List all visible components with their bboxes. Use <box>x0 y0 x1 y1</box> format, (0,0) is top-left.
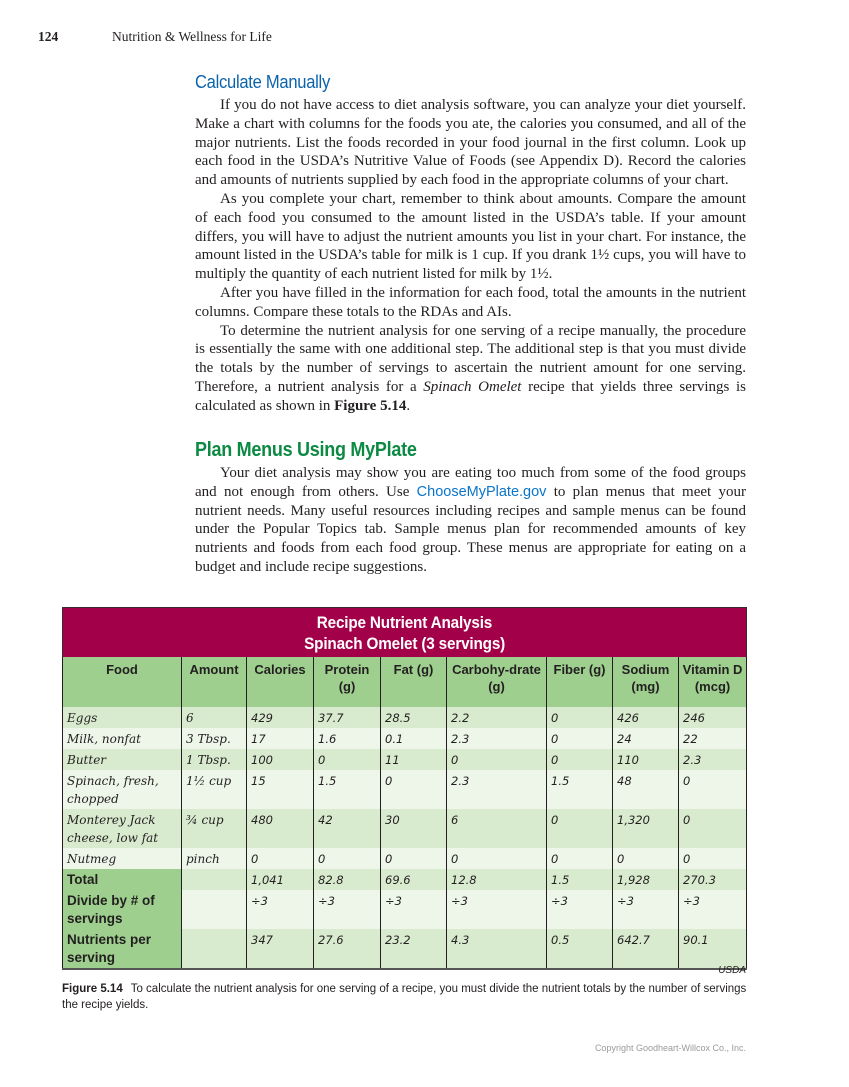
cell-calories: 15 <box>247 770 314 809</box>
figure-caption <box>62 981 752 1013</box>
cell-vitamin-d: 2.3 <box>679 749 747 770</box>
section-body-plan-menus <box>195 464 746 577</box>
cell-fat: ÷3 <box>381 890 447 929</box>
cell-amount: pinch <box>182 848 247 869</box>
table-row <box>63 728 747 749</box>
cell-amount: 6 <box>182 707 247 728</box>
cell-amount <box>182 890 247 929</box>
column-header-vitamin-d: Vitamin D (mcg) <box>679 657 747 707</box>
cell-fiber: 1.5 <box>547 869 613 890</box>
cell-calories: 0 <box>247 848 314 869</box>
cell-sodium: 110 <box>613 749 679 770</box>
cell-protein: 0 <box>314 749 381 770</box>
cell-food: Monterey Jack cheese, low fat <box>63 809 182 848</box>
cell-fat: 0 <box>381 770 447 809</box>
cell-sodium: 0 <box>613 848 679 869</box>
section-heading-calculate-manually: Calculate Manually <box>195 72 330 92</box>
table-row <box>63 848 747 869</box>
copyright-notice: Copyright Goodheart-Willcox Co., Inc. <box>594 1043 746 1053</box>
cell-fat: 0 <box>381 848 447 869</box>
cell-fiber: 1.5 <box>547 770 613 809</box>
total-row <box>63 869 747 890</box>
cell-calories: ÷3 <box>247 890 314 929</box>
cell-calories: 1,041 <box>247 869 314 890</box>
cell-protein: 27.6 <box>314 929 381 969</box>
paragraph <box>195 322 746 416</box>
cell-vitamin-d: ÷3 <box>679 890 747 929</box>
cell-calories: 100 <box>247 749 314 770</box>
cell-carbohydrate: 2.3 <box>447 728 547 749</box>
paragraph: If you do not have access to diet analysis software, you can analyze your diet yourself. Make a chart with columns for the foods you ate, the calories you consumed, and all of the major nutrients. List the foods recorded in your food journal in the first column. Look up each food in the USDA’s Nutritive Value of Foods (see Appendix D). Record the calories and amounts of nutrients supplied by each food in the appropriate columns of your chart. <box>195 97 746 189</box>
recipe-nutrient-table <box>62 607 747 970</box>
per-serving-row <box>63 929 747 969</box>
table-row <box>63 809 747 848</box>
cell-amount: ¾ cup <box>182 809 247 848</box>
cell-fiber: 0 <box>547 749 613 770</box>
page-number: 124 <box>38 29 59 44</box>
cell-carbohydrate: 12.8 <box>447 869 547 890</box>
cell-calories: 429 <box>247 707 314 728</box>
cell-sodium: 48 <box>613 770 679 809</box>
cell-protein: 0 <box>314 848 381 869</box>
text-run: Your diet analysis may show you are eating too much from some of the food groups and not enough from others. Use <box>195 465 746 500</box>
cell-vitamin-d: 270.3 <box>679 869 747 890</box>
source-credit: USDA <box>718 965 746 976</box>
cell-amount: 1½ cup <box>182 770 247 809</box>
cell-protein: 1.5 <box>314 770 381 809</box>
book-title: Nutrition & Wellness for Life <box>112 29 272 44</box>
cell-sodium: 24 <box>613 728 679 749</box>
cell-fiber: 0 <box>547 809 613 848</box>
cell-fat: 0.1 <box>381 728 447 749</box>
figure-reference: Figure 5.14 <box>334 397 407 414</box>
column-header-amount: Amount <box>182 657 247 707</box>
column-header-sodium: Sodium (mg) <box>613 657 679 707</box>
cell-fiber: 0 <box>547 848 613 869</box>
cell-sodium: ÷3 <box>613 890 679 929</box>
table-row <box>63 770 747 809</box>
row-label-divide: Divide by # of servings <box>63 890 182 929</box>
running-head <box>38 29 272 45</box>
cell-carbohydrate: 0 <box>447 749 547 770</box>
column-header-fat: Fat (g) <box>381 657 447 707</box>
cell-calories: 17 <box>247 728 314 749</box>
divide-row <box>63 890 747 929</box>
caption-text: To calculate the nutrient analysis for one serving of a recipe, you must divide the nutrient totals by the number of servings the recipe yields. <box>62 983 747 1011</box>
cell-fiber: 0 <box>547 707 613 728</box>
cell-carbohydrate: 2.2 <box>447 707 547 728</box>
cell-sodium: 1,320 <box>613 809 679 848</box>
section-heading-plan-menus: Plan Menus Using MyPlate <box>195 439 417 461</box>
cell-amount <box>182 869 247 890</box>
section-body-calculate-manually <box>195 96 746 416</box>
table-row <box>63 749 747 770</box>
paragraph: After you have filled in the information for each food, total the amounts in the nutrient columns. Compare these totals to the RDAs and AIs. <box>195 284 746 320</box>
cell-food: Butter <box>63 749 182 770</box>
text-run: . <box>406 397 411 414</box>
cell-vitamin-d: 246 <box>679 707 747 728</box>
cell-sodium: 426 <box>613 707 679 728</box>
cell-amount: 3 Tbsp. <box>182 728 247 749</box>
cell-amount: 1 Tbsp. <box>182 749 247 770</box>
cell-protein: 1.6 <box>314 728 381 749</box>
paragraph <box>195 464 746 577</box>
cell-fiber: ÷3 <box>547 890 613 929</box>
table-header-row <box>63 657 747 707</box>
column-header-carbohydrate: Carbohy-drate (g) <box>447 657 547 707</box>
cell-sodium: 1,928 <box>613 869 679 890</box>
cell-fat: 23.2 <box>381 929 447 969</box>
table-title <box>63 608 747 658</box>
figure-label: Figure 5.14 <box>62 983 123 995</box>
cell-amount <box>182 929 247 969</box>
cell-carbohydrate: 6 <box>447 809 547 848</box>
paragraph: As you complete your chart, remember to think about amounts. Compare the amount of each food you consumed to the amount listed in the USDA’s table. If your amount differs, you will have to adjust the nutrient amounts you list in your chart. For instance, the amount listed in the USDA’s table for milk is 1 cup. If you drank 1½ cups, you will have to multiply the quantity of each nutrient listed for milk by 1½. <box>195 190 746 283</box>
cell-food: Nutmeg <box>63 848 182 869</box>
table-row <box>63 707 747 728</box>
cell-protein: ÷3 <box>314 890 381 929</box>
cell-calories: 480 <box>247 809 314 848</box>
cell-fat: 30 <box>381 809 447 848</box>
cell-vitamin-d: 0 <box>679 770 747 809</box>
row-label-total: Total <box>63 869 182 890</box>
table-title-line2: Spinach Omelet (3 servings) <box>304 634 505 653</box>
cell-protein: 37.7 <box>314 707 381 728</box>
row-label-per-serving: Nutrients per serving <box>63 929 182 969</box>
cell-food: Eggs <box>63 707 182 728</box>
column-header-fiber: Fiber (g) <box>547 657 613 707</box>
text-run: to plan menus that meet your nutrient needs. Many useful resources including recipes and sample menus can be found under the Popular Topics tab. Sample menus plan for recommended amounts of key nutrients and foods from each food group. These menus are appropriate for eating on a budget and include recipe suggestions. <box>195 483 746 575</box>
cell-protein: 82.8 <box>314 869 381 890</box>
column-header-food: Food <box>63 657 182 707</box>
cell-vitamin-d: 0 <box>679 809 747 848</box>
cell-vitamin-d: 0 <box>679 848 747 869</box>
cell-fiber: 0 <box>547 728 613 749</box>
cell-calories: 347 <box>247 929 314 969</box>
recipe-name: Spinach Omelet <box>423 378 522 395</box>
cell-fat: 28.5 <box>381 707 447 728</box>
cell-vitamin-d: 90.1 <box>679 929 747 969</box>
text-run: recipe that yields three servings is calculated as shown in <box>195 378 746 414</box>
cell-carbohydrate: 4.3 <box>447 929 547 969</box>
column-header-protein: Protein (g) <box>314 657 381 707</box>
cell-sodium: 642.7 <box>613 929 679 969</box>
cell-carbohydrate: 2.3 <box>447 770 547 809</box>
table-title-line1: Recipe Nutrient Analysis <box>316 613 493 632</box>
cell-food: Milk, nonfat <box>63 728 182 749</box>
column-header-calories: Calories <box>247 657 314 707</box>
choosemyplate-link[interactable]: ChooseMyPlate.gov <box>416 483 547 500</box>
cell-fiber: 0.5 <box>547 929 613 969</box>
cell-fat: 11 <box>381 749 447 770</box>
cell-fat: 69.6 <box>381 869 447 890</box>
text-run: To determine the nutrient analysis for one serving of a recipe manually, the procedure is essentially the same with one additional step. The additional step is that you must divide the totals by the number of servings to ascertain the nutrient amount for one serving. Therefore, a nutrient analysis for a <box>195 322 746 395</box>
cell-carbohydrate: 0 <box>447 848 547 869</box>
cell-protein: 42 <box>314 809 381 848</box>
cell-carbohydrate: ÷3 <box>447 890 547 929</box>
cell-food: Spinach, fresh, chopped <box>63 770 182 809</box>
cell-vitamin-d: 22 <box>679 728 747 749</box>
